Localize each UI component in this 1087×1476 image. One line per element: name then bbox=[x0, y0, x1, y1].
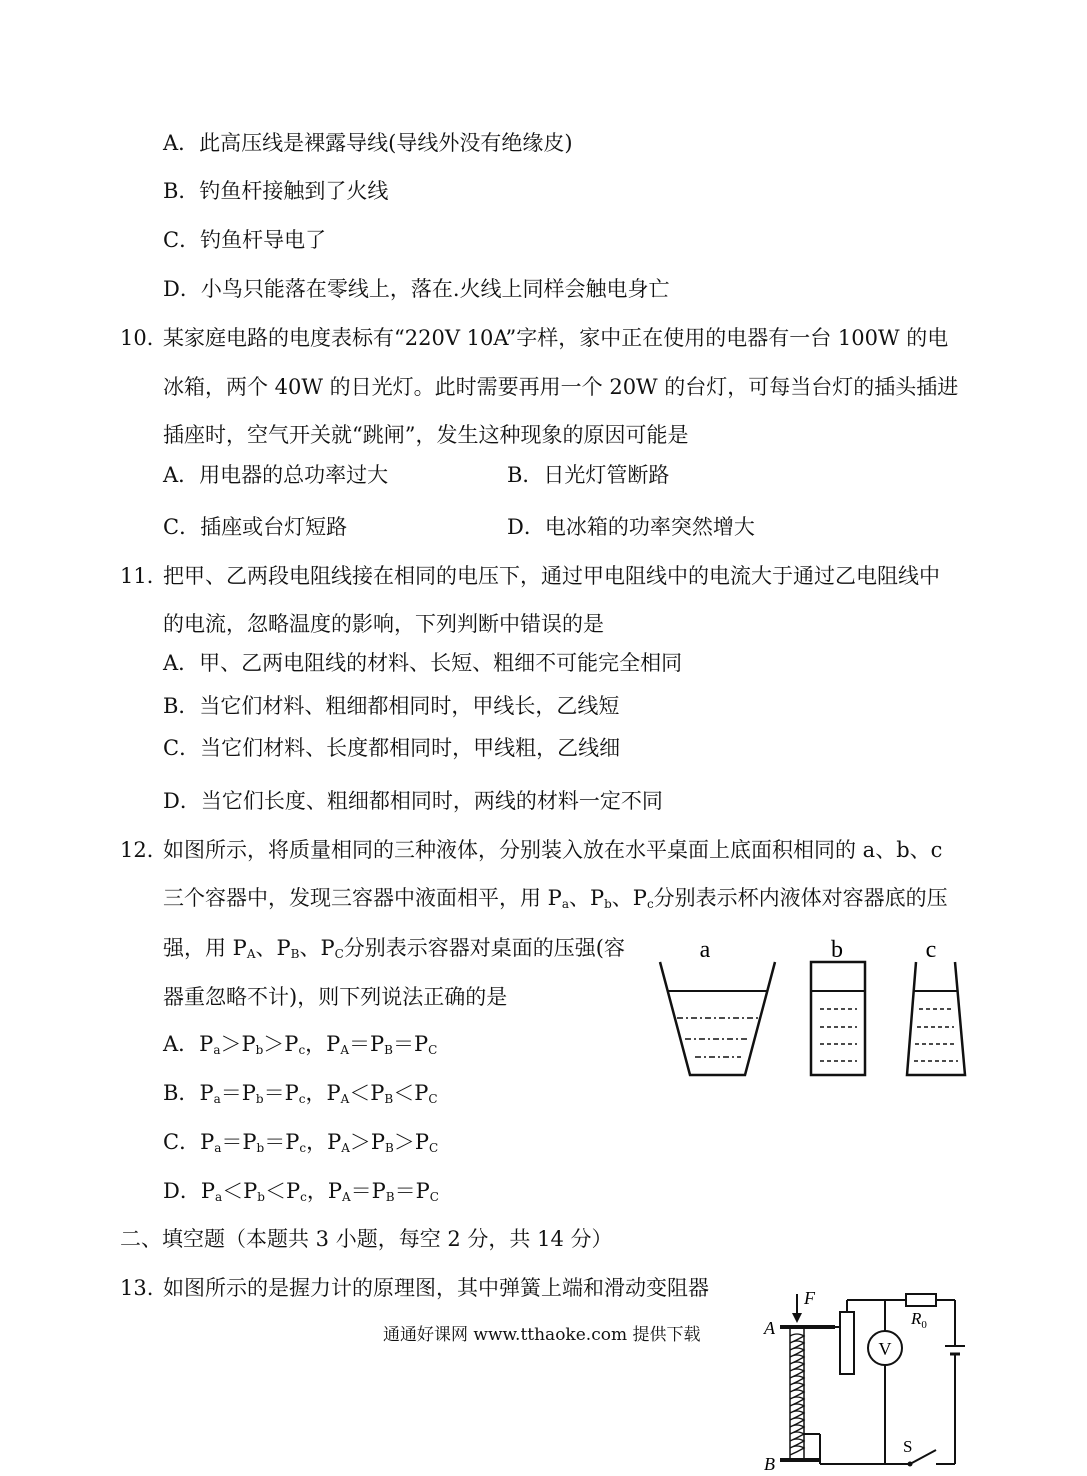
q9-option-d: D．小鸟只能落在零线上，落在.火线上同样会触电身亡 bbox=[163, 277, 670, 301]
resistor-r0-label: $R_0$ bbox=[911, 1309, 927, 1331]
q12-option-a: A．$P_a>P_b>P_c$，$P_A=P_B=P_C$ bbox=[163, 1032, 438, 1057]
containers-figure bbox=[655, 935, 975, 1080]
plate-a-label: A bbox=[764, 1318, 775, 1338]
q12-stem-line-2: 三个容器中，发现三容器中液面相平，用 $P_a$、$P_b$、$P_c$分别表示杯内液体对容器底的压 bbox=[163, 886, 948, 911]
q10-stem-line: 冰箱，两个 40W 的日光灯。此时需要再用一个 20W 的台灯，可每当台灯的插头插进 bbox=[163, 375, 959, 399]
q9-option-c: C．钓鱼杆导电了 bbox=[163, 228, 327, 252]
container-c bbox=[907, 962, 965, 1075]
q13-number: 13. bbox=[120, 1276, 154, 1300]
plate-b-label: B bbox=[764, 1454, 775, 1474]
container-a-label: a bbox=[699, 937, 711, 963]
q12-option-c: C．$P_a=P_b=P_c$，$P_A>P_B>P_C$ bbox=[163, 1130, 439, 1155]
q9-option-b: B．钓鱼杆接触到了火线 bbox=[163, 179, 389, 203]
container-c-label: c bbox=[925, 937, 937, 963]
voltmeter-label: V bbox=[878, 1339, 892, 1359]
container-b-label: b bbox=[831, 937, 843, 963]
q10-option-d: D．电冰箱的功率突然增大 bbox=[507, 515, 755, 539]
q12-number: 12． bbox=[120, 838, 168, 862]
spring bbox=[790, 1329, 804, 1458]
q11-option-b: B．当它们材料、粗细都相同时，甲线长，乙线短 bbox=[163, 694, 620, 718]
q10-option-a: A．用电器的总功率过大 bbox=[163, 463, 389, 487]
q12-stem-line: 如图所示，将质量相同的三种液体，分别装入放在水平桌面上底面积相同的 a、b、c bbox=[163, 838, 943, 862]
q10-option-c: C．插座或台灯短路 bbox=[163, 515, 348, 539]
q10-stem-line: 某家庭电路的电度表标有“220V 10A”字样，家中正在使用的电器有一台 100W 的电 bbox=[163, 326, 949, 350]
footer-source: 通通好课网 www.tthaoke.com 提供下载 bbox=[383, 1325, 701, 1345]
q11-stem-line: 把甲、乙两段电阻线接在相同的电压下，通过甲电阻线中的电流大于通过乙电阻线中 bbox=[163, 564, 940, 588]
rheostat bbox=[840, 1312, 854, 1374]
q10-stem-line: 插座时，空气开关就“跳闸”，发生这种现象的原因可能是 bbox=[163, 423, 689, 447]
q11-option-c: C．当它们材料、长度都相同时，甲线粗，乙线细 bbox=[163, 736, 621, 760]
q9-option-a: A．此高压线是裸露导线(导线外没有绝缘皮) bbox=[163, 131, 573, 155]
q12-option-b: B．$P_a=P_b=P_c$，$P_A<P_B<P_C$ bbox=[163, 1081, 438, 1106]
q13-stem: 如图所示的是握力计的原理图，其中弹簧上端和滑动变阻器 bbox=[163, 1276, 709, 1300]
q12-stem-line: 器重忽略不计)，则下列说法正确的是 bbox=[163, 985, 508, 1009]
container-a bbox=[660, 962, 775, 1075]
q11-stem-line: 的电流，忽略温度的影响，下列判断中错误的是 bbox=[163, 612, 604, 636]
grip-dynamometer-circuit bbox=[760, 1286, 970, 1476]
q11-option-d: D．当它们长度、粗细都相同时，两线的材料一定不同 bbox=[163, 789, 663, 813]
force-label: F bbox=[804, 1288, 815, 1308]
q12-option-d: D．$P_a<P_b<P_c$，$P_A=P_B=P_C$ bbox=[163, 1179, 439, 1204]
q11-option-a: A．甲、乙两电阻线的材料、长短、粗细不可能完全相同 bbox=[163, 651, 683, 675]
switch-s bbox=[910, 1450, 936, 1464]
q10-number: 10． bbox=[120, 326, 168, 350]
q10-option-b: B．日光灯管断路 bbox=[507, 463, 670, 487]
resistor-r0 bbox=[906, 1294, 936, 1306]
switch-s-label: S bbox=[903, 1437, 913, 1456]
section-2-heading: 二、填空题（本题共 3 小题，每空 2 分，共 14 分） bbox=[120, 1227, 613, 1251]
container-b bbox=[811, 962, 865, 1075]
q11-number: 11． bbox=[120, 564, 168, 588]
q12-stem-line-3: 强，用 $P_A$、$P_B$、$P_C$分别表示容器对桌面的压强(容 bbox=[163, 936, 625, 961]
